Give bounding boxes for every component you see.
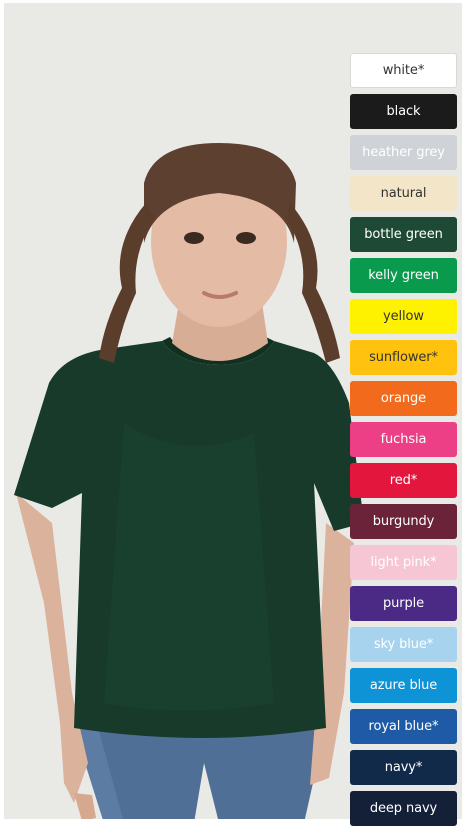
swatch-label: yellow (383, 309, 424, 324)
swatch-label: heather grey (362, 145, 445, 160)
swatch-royal-blue[interactable] (350, 709, 457, 744)
swatch-label: navy* (384, 760, 423, 775)
swatch-label: purple (382, 596, 425, 611)
swatch-label: natural (380, 186, 427, 201)
swatch-purple[interactable] (350, 586, 457, 621)
swatch-label: bottle green (364, 227, 443, 242)
swatch-deep-navy[interactable] (350, 791, 457, 826)
swatch-black[interactable] (350, 94, 457, 129)
swatch-label: royal blue* (368, 719, 439, 734)
swatch-label: red* (389, 473, 418, 488)
swatch-label: light pink* (370, 555, 437, 570)
swatch-label: burgundy (372, 514, 435, 529)
swatch-label: deep navy (369, 801, 438, 816)
swatch-label: black (386, 104, 421, 119)
swatch-heather-grey[interactable] (350, 135, 457, 170)
swatch-sky-blue[interactable] (350, 627, 457, 662)
swatch-yellow[interactable] (350, 299, 457, 334)
swatch-azure-blue[interactable] (350, 668, 457, 703)
swatch-red[interactable] (350, 463, 457, 498)
swatch-label: orange (380, 391, 427, 406)
swatch-bottle-green[interactable] (350, 217, 457, 252)
swatch-light-pink[interactable] (350, 545, 457, 580)
swatch-natural[interactable] (350, 176, 457, 211)
swatch-label: white* (382, 63, 425, 78)
jeans (74, 725, 326, 819)
swatch-orange[interactable] (350, 381, 457, 416)
swatch-sunflower[interactable] (350, 340, 457, 375)
swatch-burgundy[interactable] (350, 504, 457, 539)
swatch-fuchsia[interactable] (350, 422, 457, 457)
swatch-label: sunflower* (369, 350, 438, 365)
swatch-label: azure blue (369, 678, 438, 693)
swatch-label: fuchsia (380, 432, 427, 447)
swatch-navy[interactable] (350, 750, 457, 785)
swatch-kelly-green[interactable] (350, 258, 457, 293)
swatch-label: sky blue* (373, 637, 434, 652)
swatch-white[interactable] (350, 53, 457, 88)
swatch-label: kelly green (368, 268, 439, 283)
head (144, 143, 296, 361)
color-swatch-list (350, 53, 458, 832)
